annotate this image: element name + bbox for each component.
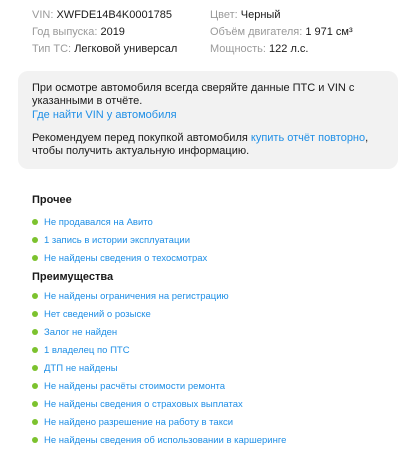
list-item: Не найдены сведения о техосмотрах [32,249,392,267]
spec-row-2 [32,24,392,41]
power-value: 122 л.с. [269,43,309,55]
check-dot-icon [32,383,38,389]
recommend-text-before: Рекомендуем перед покупкой автомобиля [32,132,251,144]
power-label: Мощность: [210,43,266,55]
check-dot-icon [32,237,38,243]
check-dot-icon [32,365,38,371]
vin-field [32,7,210,24]
color-field [210,7,280,24]
advantages-title: Преимущества [32,271,114,283]
notice-text: При осмотре автомобиля всегда сверяйте данные ПТС и VIN с указанными в отчёте. [32,82,355,107]
list-item: 1 владелец по ПТС [32,341,392,359]
vin-value: XWFDE14B4K0001785 [56,9,173,21]
list-item: Залог не найден [32,323,392,341]
recommend-text [32,132,384,158]
list-item: Не найдены ограничения на регистрацию [32,287,392,305]
recommend-text-after: , чтобы получить актуальную информацию. [32,132,369,157]
engine-field [210,24,353,41]
check-dot-icon [32,255,38,261]
spec-row-3 [32,41,392,58]
list-item: Нет сведений о розыске [32,305,392,323]
check-dot-icon [32,293,38,299]
type-value: Легковой универсал [74,43,178,55]
year-value: 2019 [100,26,125,38]
power-field [210,41,309,58]
list-item: 1 запись в истории эксплуатации [32,231,392,249]
vin-label: VIN: [32,9,54,21]
year-field [32,24,210,41]
notice-box [18,71,398,169]
color-label: Цвет: [210,9,238,21]
engine-label: Объём двигателя: [210,26,303,38]
list-item: ДТП не найдены [32,359,392,377]
other-title: Прочее [32,194,72,206]
other-section [32,193,392,267]
type-field [32,41,210,58]
type-label: Тип ТС: [32,43,72,55]
check-dot-icon [32,219,38,225]
list-item: Не продавался на Авито [32,213,392,231]
advantages-section [32,270,392,449]
list-item: Не найдены сведения о страховых выплатах [32,395,392,413]
check-dot-icon [32,329,38,335]
check-dot-icon [32,311,38,317]
buy-report-again-link[interactable]: купить отчёт повторно [250,132,366,144]
engine-value: 1 971 см³ [305,26,353,38]
year-label: Год выпуска: [32,26,98,38]
vehicle-specs [32,7,392,58]
spec-row-1 [32,7,392,24]
color-value: Черный [240,9,281,21]
list-item: Не найдены расчёты стоимости ремонта [32,377,392,395]
check-dot-icon [32,437,38,443]
where-vin-link[interactable]: Где найти VIN у автомобиля [32,109,177,121]
list-item: Не найдены сведения об использовании в каршеринге [32,431,392,449]
check-dot-icon [32,401,38,407]
check-dot-icon [32,347,38,353]
list-item: Не найдено разрешение на работу в такси [32,413,392,431]
check-dot-icon [32,419,38,425]
